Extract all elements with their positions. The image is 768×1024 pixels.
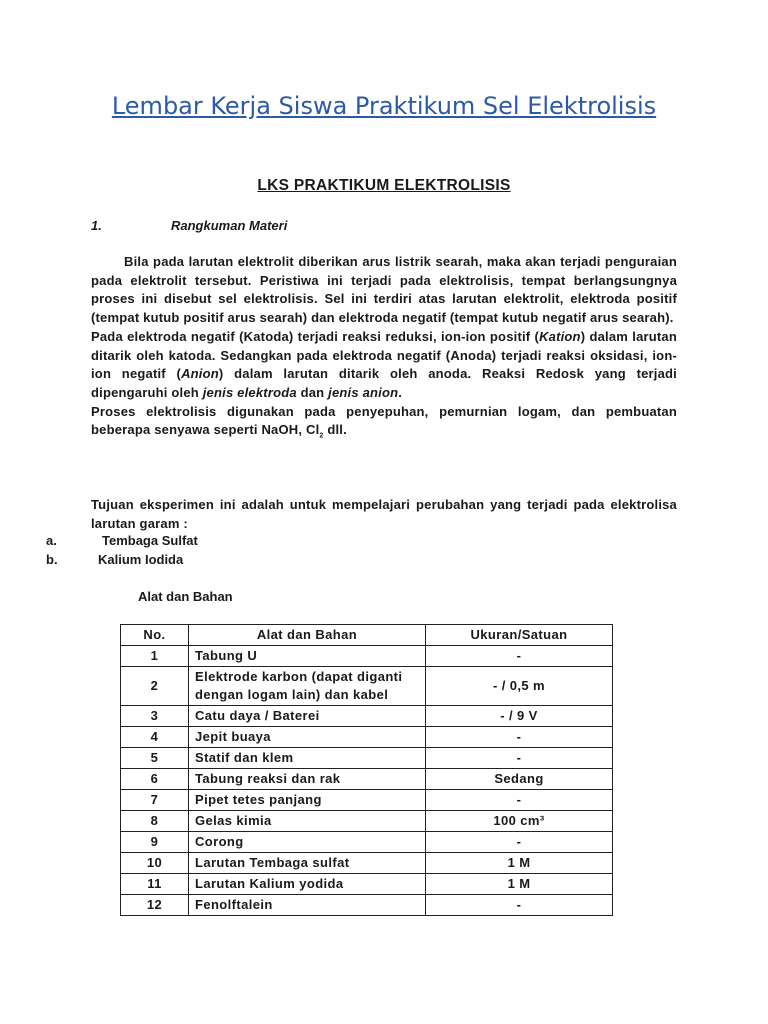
table-row bbox=[121, 790, 613, 811]
summary-text bbox=[91, 253, 677, 447]
row-number: 7 bbox=[121, 790, 189, 811]
list-item: b. bbox=[46, 552, 58, 567]
table-row bbox=[121, 895, 613, 916]
list-item-text: Kalium Iodida bbox=[98, 552, 184, 567]
row-unit: 100 cm³ bbox=[426, 811, 613, 832]
table-row bbox=[121, 811, 613, 832]
row-number: 1 bbox=[121, 646, 189, 667]
table-row bbox=[121, 874, 613, 895]
row-unit: - bbox=[426, 832, 613, 853]
table-header-row bbox=[121, 625, 613, 646]
worksheet-heading: LKS PRAKTIKUM ELEKTROLISIS bbox=[257, 177, 511, 194]
row-number: 12 bbox=[121, 895, 189, 916]
row-unit: - / 0,5 m bbox=[426, 667, 613, 706]
row-number: 10 bbox=[121, 853, 189, 874]
subheading: Alat dan Bahan bbox=[138, 589, 233, 604]
row-item: Jepit buaya bbox=[189, 727, 426, 748]
table-row bbox=[121, 667, 613, 706]
row-number: 11 bbox=[121, 874, 189, 895]
row-item: Larutan Kalium yodida bbox=[189, 874, 426, 895]
row-item: Catu daya / Baterei bbox=[189, 706, 426, 727]
header-item: Alat dan Bahan bbox=[189, 625, 426, 646]
document-title[interactable]: Lembar Kerja Siswa Praktikum Sel Elektrolisis bbox=[111, 92, 657, 120]
header-unit: Ukuran/Satuan bbox=[426, 625, 613, 646]
header-no: No. bbox=[121, 625, 189, 646]
table-row bbox=[121, 706, 613, 727]
row-item: Pipet tetes panjang bbox=[189, 790, 426, 811]
table-row bbox=[121, 727, 613, 748]
row-unit: - bbox=[426, 727, 613, 748]
row-unit: Sedang bbox=[426, 769, 613, 790]
table-row bbox=[121, 832, 613, 853]
row-item: Fenolftalein bbox=[189, 895, 426, 916]
paragraph-3: Proses elektrolisis digunakan pada penyepuhan, pemurnian logam, dan pembuatan beberapa senyawa seperti NaOH, $Cl_2$ dll. bbox=[91, 403, 677, 440]
row-number: 6 bbox=[121, 769, 189, 790]
section-title: Rangkuman Materi bbox=[171, 218, 288, 233]
row-unit: 1 M bbox=[426, 853, 613, 874]
paragraph-4: Tujuan eksperimen ini adalah untuk mempelajari perubahan yang terjadi pada elektrolisa larutan garam : bbox=[91, 497, 677, 531]
row-number: 8 bbox=[121, 811, 189, 832]
section-heading bbox=[91, 218, 288, 233]
row-unit: - bbox=[426, 646, 613, 667]
table-row bbox=[121, 769, 613, 790]
section-number: 1. bbox=[91, 218, 102, 233]
row-item: Tabung U bbox=[189, 646, 426, 667]
row-item: Elektrode karbon (dapat diganti dengan logam lain) dan kabel bbox=[189, 667, 426, 706]
table-row bbox=[121, 748, 613, 769]
row-number: 9 bbox=[121, 832, 189, 853]
row-number: 5 bbox=[121, 748, 189, 769]
row-unit: - bbox=[426, 895, 613, 916]
list-item: a. bbox=[46, 533, 57, 548]
row-number: 3 bbox=[121, 706, 189, 727]
materials-table bbox=[120, 624, 613, 916]
paragraph-1: Bila pada larutan elektrolit diberikan arus listrik searah, maka akan terjadi penguraian pada elektrolit tersebut. Peristiwa ini terjadi pada elektrolisis, tempat berlangsungnya proses ini disebut sel elektrolisis. Sel ini terdiri atas larutan elektrolit, elektroda positif (tempat kutub positif arus searah) dan elektroda negatif (tempat kutub negatif arus searah). bbox=[91, 254, 677, 326]
row-item: Gelas kimia bbox=[189, 811, 426, 832]
row-unit: - bbox=[426, 748, 613, 769]
row-number: 2 bbox=[121, 667, 189, 706]
row-unit: - / 9 V bbox=[426, 706, 613, 727]
row-item: Tabung reaksi dan rak bbox=[189, 769, 426, 790]
table-row bbox=[121, 853, 613, 874]
row-item: Statif dan klem bbox=[189, 748, 426, 769]
row-number: 4 bbox=[121, 727, 189, 748]
row-item: Larutan Tembaga sulfat bbox=[189, 853, 426, 874]
row-item: Corong bbox=[189, 832, 426, 853]
table-row bbox=[121, 646, 613, 667]
row-unit: 1 M bbox=[426, 874, 613, 895]
paragraph-2: Pada elektroda negatif (Katoda) terjadi reaksi reduksi, ion-ion positif (Kation) dalam larutan ditarik oleh katoda. Sedangkan pada elektroda negatif (Anoda) terjadi reaksi oksidasi, ion-ion negatif (Anion) dalam larutan ditarik oleh anoda. Reaksi Redosk yang terjadi dipengaruhi oleh jenis elektroda dan jenis anion. bbox=[91, 328, 677, 400]
list-item-text: Tembaga Sulfat bbox=[102, 533, 198, 548]
row-unit: - bbox=[426, 790, 613, 811]
